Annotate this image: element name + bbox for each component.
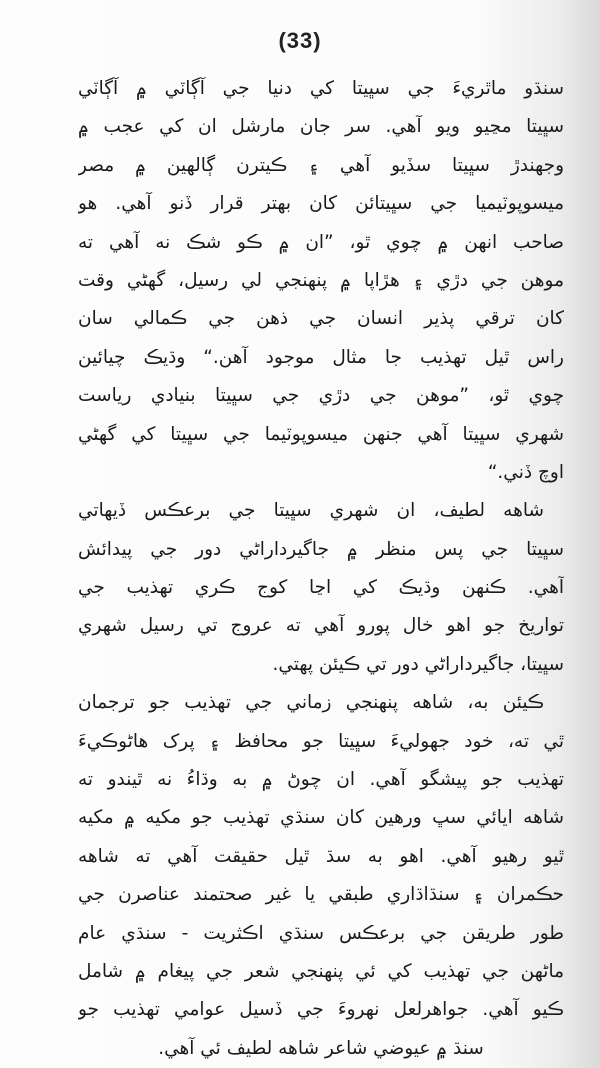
text-line: موهن جي دڙي ۽ هڙاپا ۾ پنهنجي لي رسيل، گهڻي وقت — [78, 269, 564, 291]
text-line: تهذيب جو پيشگو آهي. ان چوڻ ۾ به وڌاءُ نه ٿيندو ته — [78, 769, 564, 791]
text-line: ڪيئن به، شاهه پنهنجي زماني جي تهذيب جو ترجمان — [78, 692, 544, 714]
text-line: سنڌ ۾ عيوضي شاعر شاهه لطيف ئي آهي. — [158, 1037, 484, 1059]
text-line: حڪمران ۽ سنڌاڌاري طبقي يا غير صحتمند عناصرن جي — [78, 884, 564, 906]
text-line: سڀيتا جي پس منظر ۾ جاگيرداراڻي دور جي پيدائش — [78, 538, 564, 560]
text-line: تواريخ جو اهو خال پورو آهي ته عروج تي رسيل شهري — [78, 615, 564, 637]
text-line: طور طريقن جي برعڪس سنڌي اڪثريت - سنڌي عام — [78, 922, 564, 944]
text-line: وجهندڙ سڀيتا سڏيو آهي ۽ ڪيترن ڳالهين ۾ مصر — [78, 154, 564, 176]
text-line: ڪيو آهي. جواهرلعل نهروءَ جي ڏسيل عوامي تهذيب جو — [78, 999, 564, 1021]
text-line: سڀيتا مڃيو ويو آهي. سر جان مارشل ان کي عجب ۾ — [78, 116, 564, 138]
text-line: ٿي ته، خود جهوليءَ سڀيتا جو محافظ ۽ پرک هاڻوڪيءَ — [78, 730, 564, 752]
text-line: صاحب انهن ۾ چوي ٿو، ”ان ۾ ڪو شڪ نه آهي ته — [78, 231, 564, 253]
text-line: ٿيو رهيو آهي. اهو به سڌ ٿيل حقيقت آهي ته شاهه — [78, 845, 564, 867]
text-line: راس ٿيل تهذيب جا مثال موجود آهن.“ وڌيڪ چيائين — [78, 346, 564, 368]
text-line: سنڌو ماٿريءَ جي سڀيتا کي دنيا جي آڳاٽي ۾ آڳاٽي — [78, 78, 564, 99]
body-text — [78, 70, 564, 1068]
text-line: چوي ٿو، ”موهن جي دڙي جي سڀيتا بنيادي رياست — [78, 385, 564, 407]
text-line: شاهه لطيف، ان شهري سڀيتا جي برعڪس ڏيهاتي — [78, 500, 544, 522]
text-line: شاهه ايائي سڀ ورهين کان سنڌي تهذيب جو مکيه ۾ مکيه — [78, 807, 564, 829]
text-line: اوچ ڏني.“ — [487, 461, 564, 483]
text-line: ميسوپوٽيميا جي سڀيتائن کان بهتر قرار ڏنو آهي. هو — [78, 193, 564, 215]
text-line: سڀيتا، جاگيرداراڻي دور تي ڪيئن پهتي. — [272, 653, 564, 675]
text-line: شهري سڀيتا آهي جنهن ميسوپوٽيما جي سڀيتا کي گهڻي — [78, 423, 564, 445]
text-line: کان ترقي پذير انسان جي ذهن جي ڪمالي سان — [78, 308, 564, 330]
text-line: ماڻهن جي تهذيب کي ئي پنهنجي شعر جي پيغام ۾ شامل — [78, 960, 564, 982]
text-line: آهي. ڪنهن وڌيڪ کي اڃا کوج ڪري تهذيب جي — [78, 577, 564, 599]
page-number: (33) — [278, 28, 322, 53]
